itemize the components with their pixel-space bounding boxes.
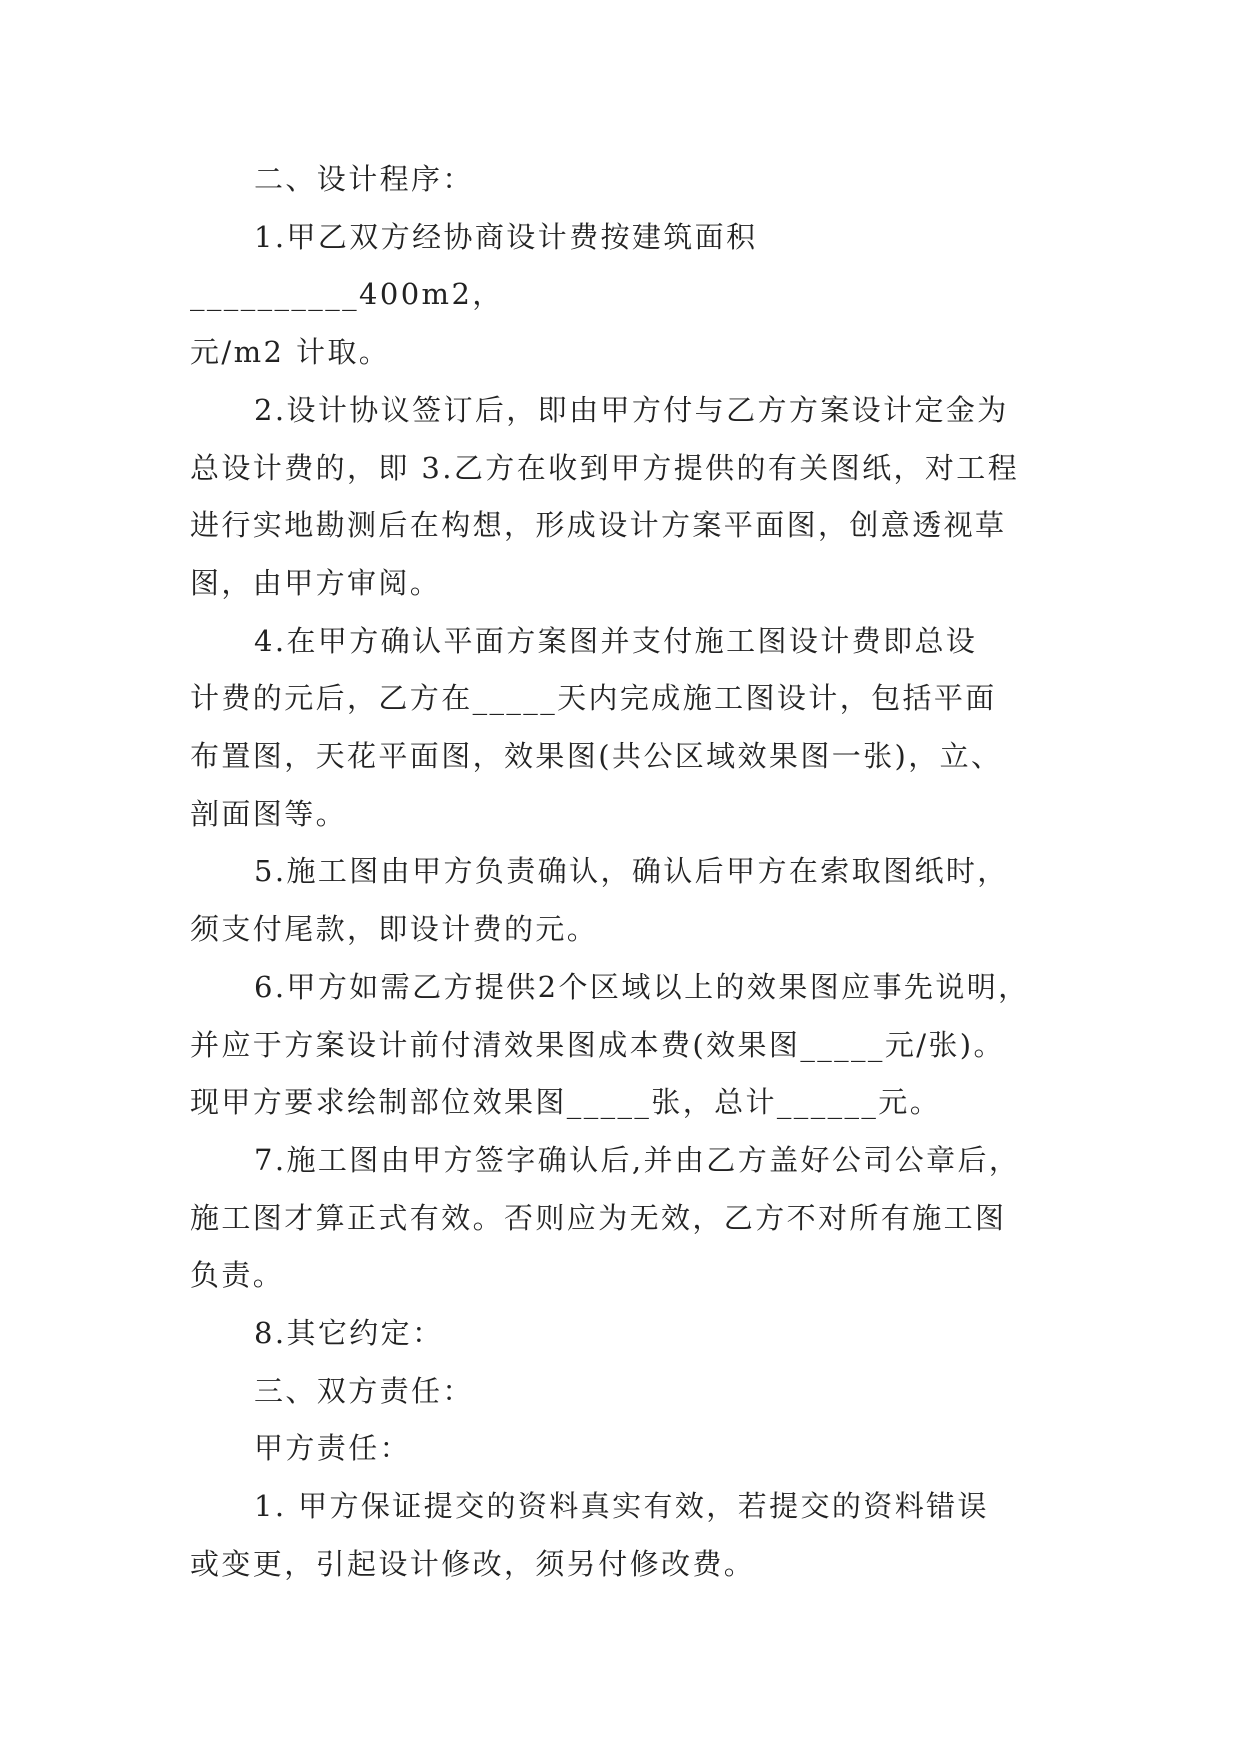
text-line: 现甲方要求绘制部位效果图_____张，总计______元。: [190, 1085, 942, 1120]
text-line: 4.在甲方确认平面方案图并支付施工图设计费即总设: [254, 623, 978, 658]
text-line: 或变更，引起设计修改，须另付修改费。: [190, 1546, 756, 1581]
text-line: 图，由甲方审阅。: [190, 565, 442, 600]
text-line: 7.施工图由甲方签字确认后,并由乙方盖好公司公章后，: [254, 1142, 1021, 1177]
text-line: 剖面图等。: [190, 796, 348, 831]
section-heading-design-procedure: 二、设计程序：: [254, 162, 474, 196]
text-line: 5.施工图由甲方负责确认，确认后甲方在索取图纸时，: [254, 854, 1009, 889]
text-line: 进行实地勘测后在构想，形成设计方案平面图，创意透视草: [190, 508, 1007, 543]
text-line: 负责。: [190, 1258, 285, 1293]
text-line: 总设计费的，即 3.乙方在收到甲方提供的有关图纸，对工程: [190, 450, 1020, 485]
text-line: 施工图才算正式有效。否则应为无效，乙方不对所有施工图: [190, 1200, 1007, 1235]
text-line: 布置图，天花平面图，效果图(共公区域效果图一张)，立、: [190, 739, 1003, 774]
text-line: 并应于方案设计前付清效果图成本费(效果图_____元/张)。: [190, 1027, 1005, 1062]
section-heading-responsibilities: 三、双方责任：: [254, 1373, 474, 1408]
text-line: 6.甲方如需乙方提供2个区域以上的效果图应事先说明，: [254, 969, 1030, 1004]
text-line: 8.其它约定：: [254, 1316, 444, 1351]
text-line: 1. 甲方保证提交的资料真实有效，若提交的资料错误: [254, 1489, 989, 1524]
text-line: 须支付尾款，即设计费的元。: [190, 912, 599, 947]
text-line: 元/m2 计取。: [190, 335, 391, 370]
text-line: 计费的元后，乙方在_____天内完成施工图设计，包括平面: [190, 681, 997, 716]
text-line: 2.设计协议签订后，即由甲方付与乙方方案设计定金为: [254, 392, 1009, 427]
document-body: [190, 151, 1050, 1594]
subheading-party-a-responsibilities: 甲方责任：: [254, 1431, 412, 1466]
text-line: 1.甲乙双方经协商设计费按建筑面积__________400m2，: [190, 219, 758, 312]
